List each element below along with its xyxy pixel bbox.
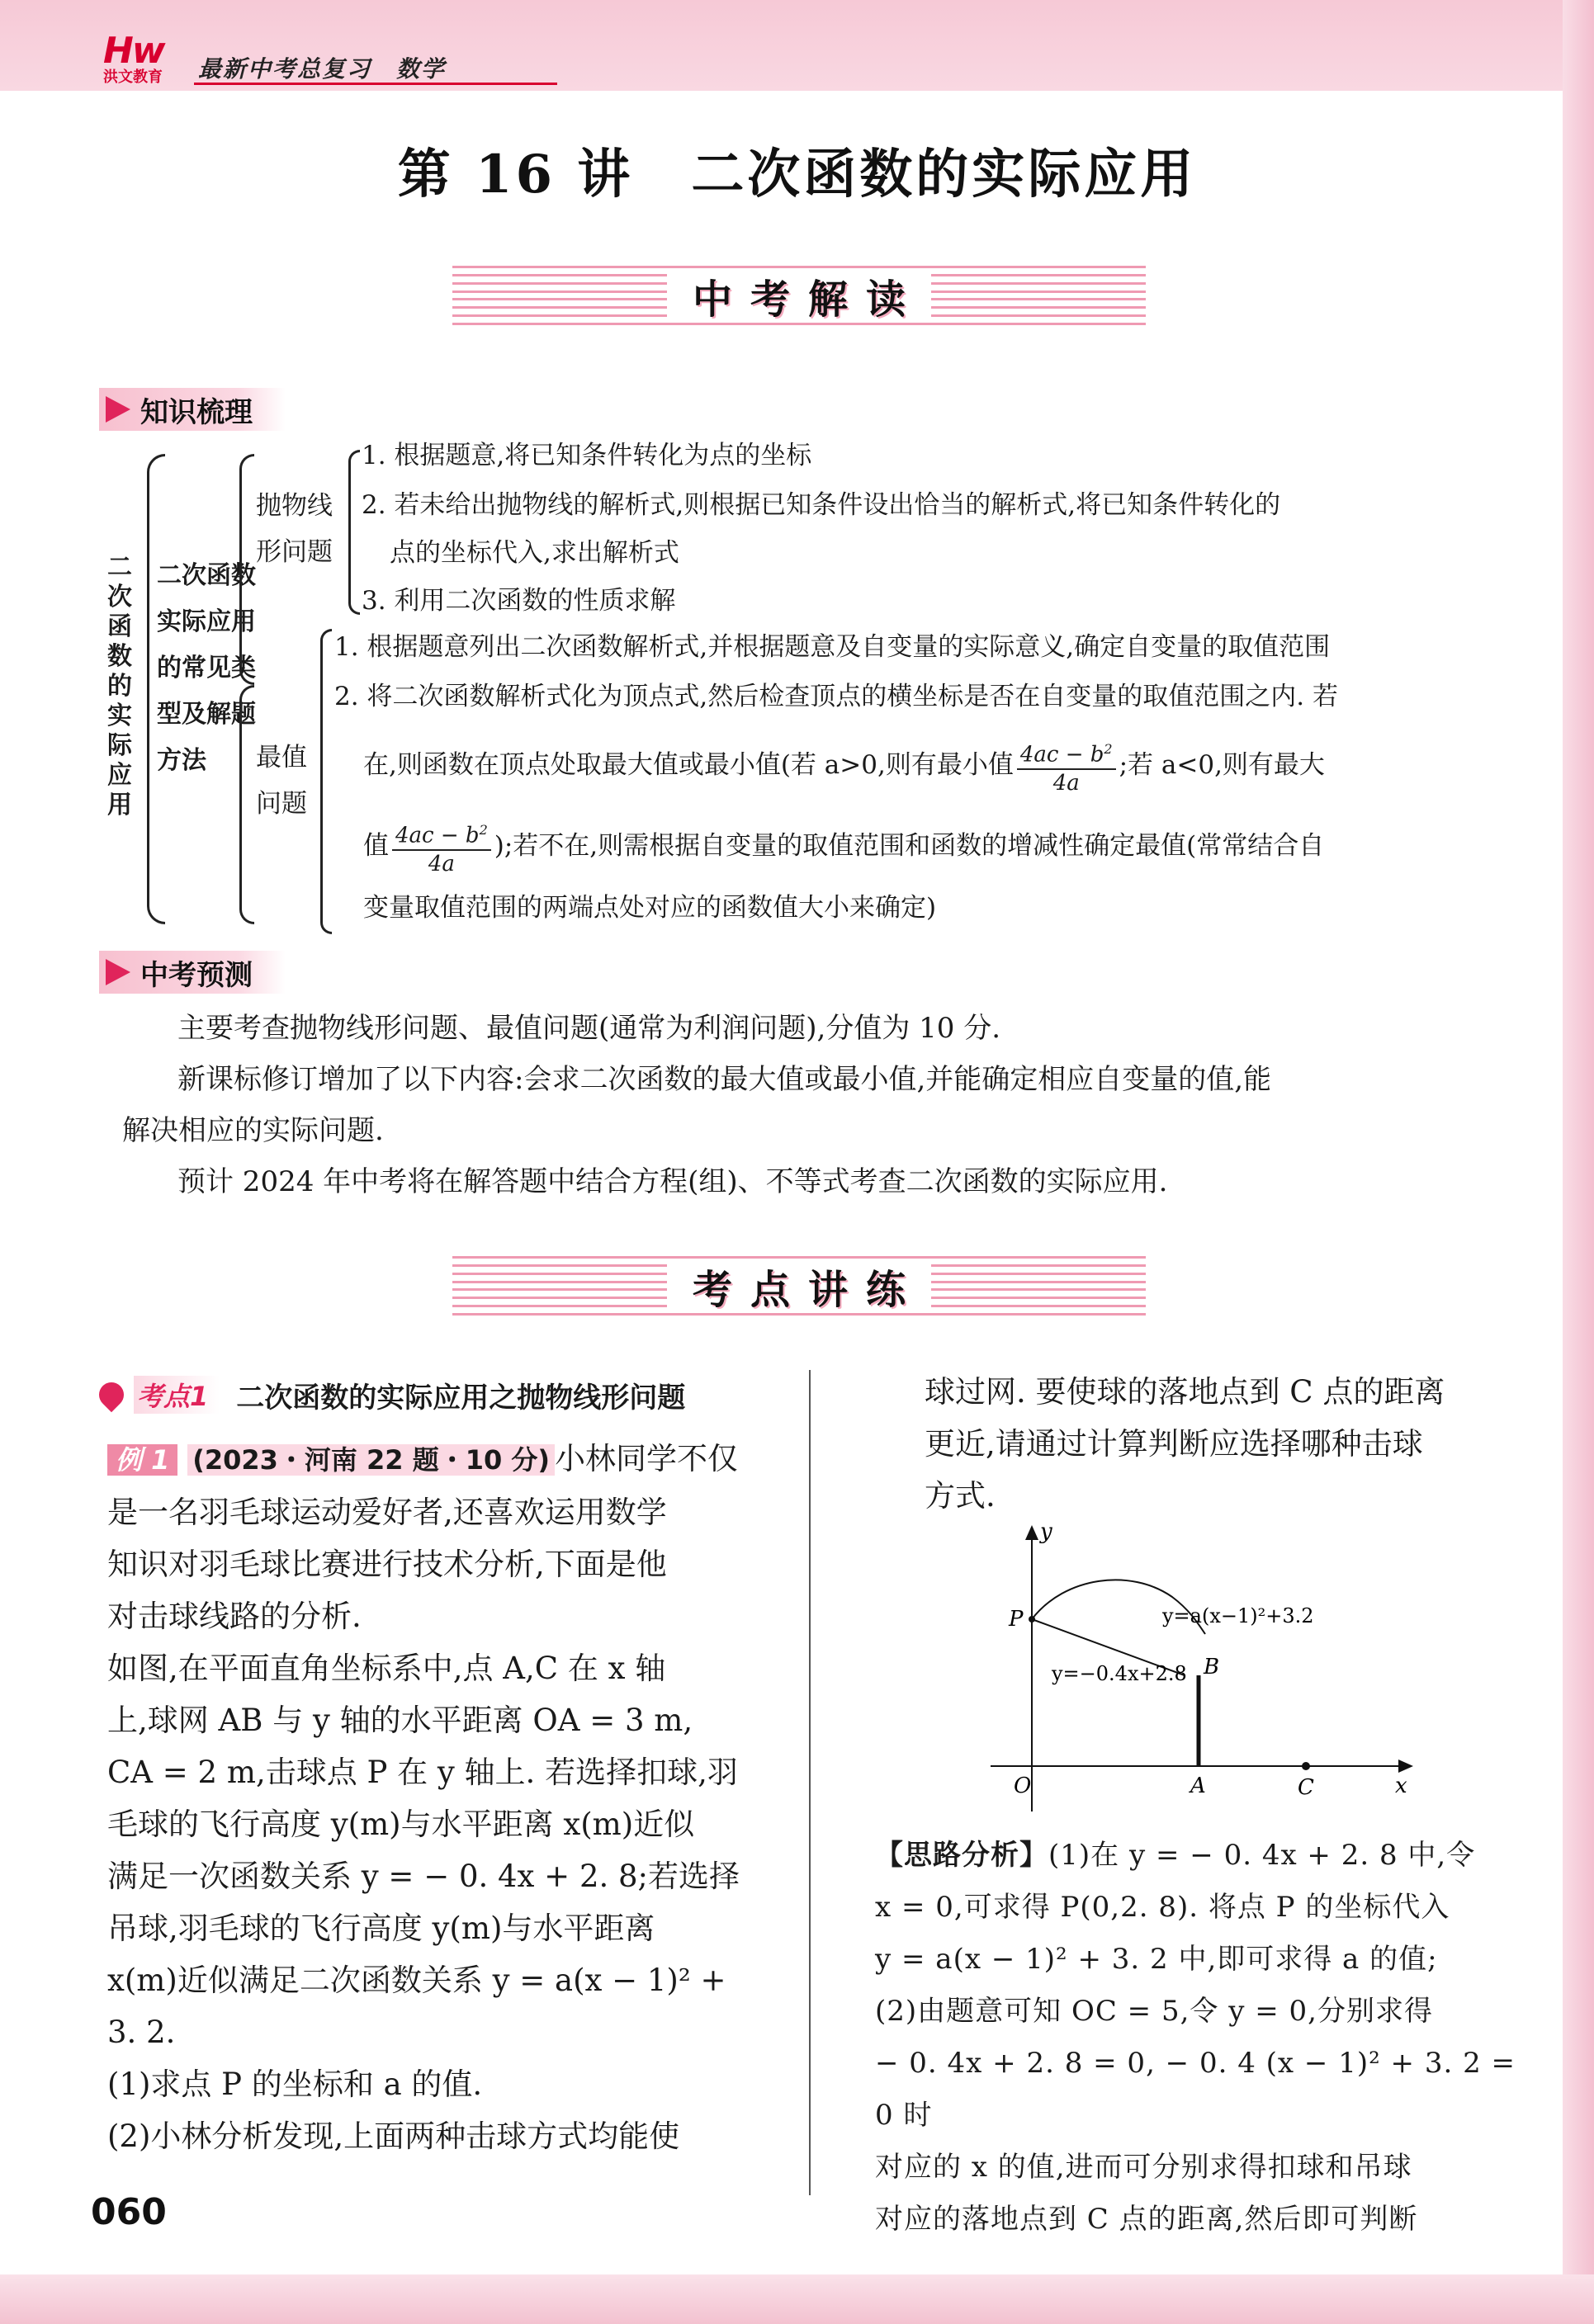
- subheading-text: 知识梳理: [140, 395, 253, 429]
- section-title: 中考解读: [692, 276, 924, 323]
- line-equation: y=−0.4x+2.8: [1052, 1662, 1187, 1685]
- frac-num: 4ac − b: [1019, 742, 1104, 768]
- analysis-line: − 0. 4x + 2. 8 = 0, − 0. 4 (x − 1)² + 3. 2 = 0 时: [875, 2047, 1516, 2132]
- section-banner-interpretation: [452, 264, 1146, 327]
- analysis-text: (1)在 y = − 0. 4x + 2. 8 中,令: [1048, 1839, 1476, 1872]
- brand-logo-mark: Hw: [103, 30, 164, 72]
- y-axis-label: y: [1040, 1519, 1052, 1544]
- frac-den: 4a: [1052, 770, 1080, 796]
- section-banner-practice: [452, 1254, 1146, 1317]
- extreme-text-c: 值: [363, 830, 389, 861]
- subheading-knowledge: [99, 388, 286, 431]
- analysis-line: x = 0,可求得 P(0,2. 8). 将点 P 的坐标代入: [875, 1891, 1450, 1924]
- example-line: 对击球线路的分析.: [107, 1599, 362, 1634]
- brace-level1-bottom: [239, 685, 254, 924]
- parabola-item-2: 2. 若未给出抛物线的解析式,则根据已知条件设出恰当的解析式,将已知条件转化的: [362, 490, 1281, 520]
- parabola-item-2-cont: 点的坐标代入,求出解析式: [390, 538, 679, 568]
- extreme-text-a: 在,则函数在顶点处取最大值或最小值(若 a>0,则有最小值: [363, 749, 1014, 780]
- example-line: 上,球网 AB 与 y 轴的水平距离 OA = 3 m,: [107, 1703, 693, 1738]
- point-b-label: B: [1204, 1655, 1220, 1679]
- keypoint-tag: 考点1: [134, 1376, 220, 1414]
- forecast-paragraph-2: 新课标修订增加了以下内容:会求二次函数的最大值或最小值,并能确定相应自变量的值,能: [177, 1063, 1272, 1096]
- frac-num: 4ac − b: [395, 823, 480, 848]
- brace-extreme: [320, 629, 332, 934]
- analysis-line: 对应的 x 的值,进而可分别求得扣球和吊球: [875, 2151, 1412, 2184]
- curve-equation: y=a(x−1)²+3.2: [1162, 1604, 1314, 1627]
- x-axis-label: x: [1395, 1774, 1407, 1798]
- extreme-text-d: );若不在,则需根据自变量的取值范围和函数的增减性确定最值(常常结合自: [494, 830, 1325, 861]
- frac-den: 4a: [428, 851, 455, 876]
- brace-parabola: [348, 450, 360, 615]
- point-c-dot: [1302, 1762, 1310, 1770]
- drop-icon: [94, 1377, 129, 1412]
- forecast-paragraph-2-cont: 解决相应的实际问题.: [122, 1114, 384, 1147]
- forecast-paragraph-3: 预计 2024 年中考将在解答题中结合方程(组)、不等式考查二次函数的实际应用.: [177, 1165, 1168, 1198]
- example-tag: 例 1: [107, 1444, 177, 1476]
- example-line: 3. 2.: [107, 2015, 176, 2050]
- arrow-icon: [106, 396, 130, 423]
- tree-level1: 二次函数实际应用的常见类型及解题方法: [157, 561, 256, 775]
- example-line: 吊球,羽毛球的飞行高度 y(m)与水平距离: [107, 1911, 655, 1946]
- header-underline: [194, 83, 557, 85]
- lecture-name: 二次函数的实际应用: [691, 144, 1197, 205]
- frac-exp: 2: [1104, 741, 1113, 757]
- lecture-title: [0, 132, 1594, 208]
- analysis-heading: 【思路分析】: [875, 1839, 1048, 1872]
- solution-analysis: [875, 1830, 1527, 2246]
- extreme-item-1: 1. 根据题意列出二次函数解析式,并根据题意及自变量的实际意义,确定自变量的取值范围: [334, 632, 1331, 662]
- example-line: 更近,请通过计算判断应选择哪种击球: [925, 1426, 1423, 1462]
- brand-name: 洪文教育: [103, 68, 163, 86]
- arrow-icon: [106, 959, 130, 985]
- analysis-line: 对应的落地点到 C 点的距离,然后即可判断: [875, 2203, 1418, 2236]
- brand-logo: [103, 30, 186, 91]
- point-c-label: C: [1298, 1775, 1314, 1800]
- parabola-label: 抛物线形问题: [256, 491, 333, 567]
- page-footer-band: [0, 2274, 1594, 2324]
- extreme-item-2-cont2: [363, 817, 1324, 877]
- frac-exp: 2: [479, 822, 488, 838]
- subheading-forecast: [99, 951, 286, 994]
- vertex-fraction-2: [392, 817, 491, 877]
- brace-level1-top: [239, 454, 254, 685]
- example-line: 如图,在平面直角坐标系中,点 A,C 在 x 轴: [107, 1651, 666, 1686]
- point-a-label: A: [1190, 1774, 1206, 1798]
- extreme-item-2-cont: [363, 736, 1325, 796]
- origin-label: O: [1014, 1774, 1032, 1798]
- example-line: 知识对羽毛球比赛进行技术分析,下面是他: [107, 1547, 667, 1582]
- forecast-paragraph-1: 主要考查抛物线形问题、最值问题(通常为利润问题),分值为 10 分.: [177, 1012, 1001, 1045]
- analysis-line: (2)由题意可知 OC = 5,令 y = 0,分别求得: [875, 1995, 1433, 2028]
- example-line: 方式.: [925, 1478, 996, 1514]
- extreme-text-b: ;若 a<0,则有最大: [1119, 749, 1325, 780]
- example-body: [107, 1433, 792, 2162]
- book-title: 最新中考总复习 数学: [198, 55, 447, 83]
- example-line: 满足一次函数关系 y = − 0. 4x + 2. 8;若选择: [107, 1859, 740, 1894]
- column-divider: [809, 1370, 811, 2195]
- example-source: (2023・河南 22 题・10 分): [187, 1444, 555, 1476]
- example-question-1: (1)求点 P 的坐标和 a 的值.: [107, 2067, 483, 2102]
- example-line: 是一名羽毛球运动爱好者,还喜欢运用数学: [107, 1495, 667, 1530]
- coordinate-graph: [974, 1519, 1420, 1816]
- example-text: 小林同学不仅: [555, 1441, 738, 1476]
- parabola-item-3: 3. 利用二次函数的性质求解: [362, 586, 676, 616]
- example-line: 球过网. 要使球的落地点到 C 点的距离: [925, 1374, 1445, 1410]
- vertex-fraction: [1017, 736, 1116, 796]
- parabola-item-1: 1. 根据题意,将已知条件转化为点的坐标: [362, 441, 812, 470]
- page-side-band: [1563, 0, 1594, 2324]
- analysis-line: [875, 1830, 1527, 1882]
- keypoint-header: [99, 1370, 685, 1419]
- page-number: 060: [91, 2191, 167, 2233]
- point-p-label: P: [1009, 1607, 1024, 1632]
- example-line: CA = 2 m,击球点 P 在 y 轴上. 若选择扣球,羽: [107, 1755, 738, 1790]
- section-title: 考点讲练: [692, 1266, 924, 1313]
- knowledge-tree: [99, 437, 1502, 941]
- analysis-line: y = a(x − 1)² + 3. 2 中,即可求得 a 的值;: [875, 1943, 1438, 1976]
- example-line: x(m)近似满足二次函数关系 y = a(x − 1)² +: [107, 1963, 726, 1998]
- subheading-text: 中考预测: [140, 958, 253, 992]
- example-continuation: [925, 1366, 1519, 1522]
- tree-root: 二次函数的实际应用: [107, 553, 132, 820]
- keypoint-title: 二次函数的实际应用之抛物线形问题: [236, 1381, 686, 1415]
- extreme-item-2: 2. 将二次函数解析式化为顶点式,然后检查顶点的横坐标是否在自变量的取值范围之内. 若: [334, 682, 1338, 711]
- example-line: [107, 1433, 792, 1486]
- example-line: 毛球的飞行高度 y(m)与水平距离 x(m)近似: [107, 1807, 695, 1842]
- extreme-item-2-cont3: 变量取值范围的两端点处对应的函数值大小来确定): [363, 893, 937, 923]
- lecture-number: 第 16 讲: [397, 144, 634, 205]
- point-p-dot: [1029, 1616, 1035, 1623]
- example-question-2: (2)小林分析发现,上面两种击球方式均能使: [107, 2119, 680, 2154]
- extreme-label: 最值问题: [256, 743, 307, 819]
